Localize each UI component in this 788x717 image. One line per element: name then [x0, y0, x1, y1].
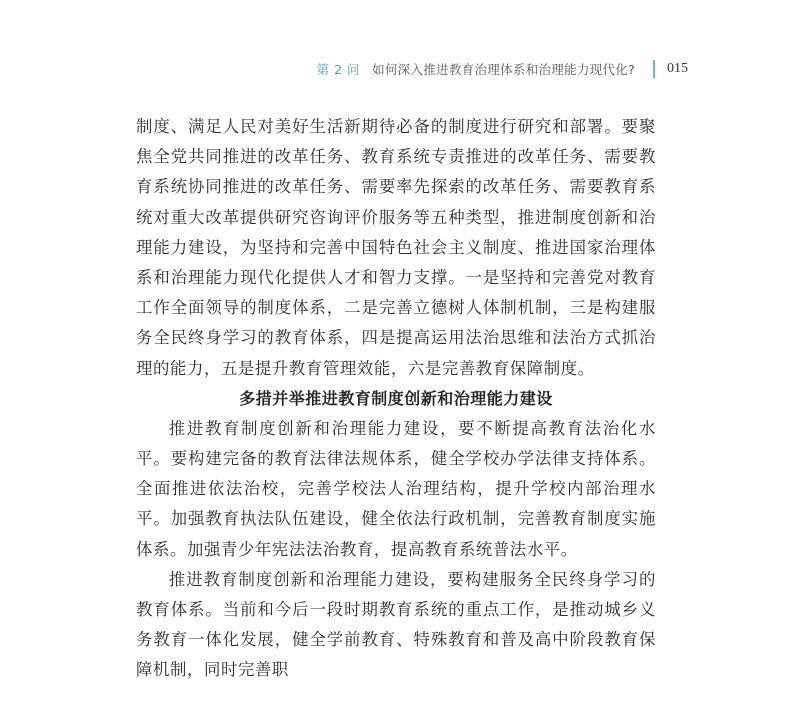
running-header [317, 58, 688, 80]
body-paragraph-1: 制度、满足人民对美好生活新期待必备的制度进行研究和部署。要聚焦全党共同推进的改革任务、教育系统专责推进的改革任务、需要教育系统协同推进的改革任务、需要率先探索的改革任务、需要教育系统对重大改革提供研究咨询评价服务等五种类型，推进制度创新和治理能力建设，为坚持和完善中国特色社会主义制度、推进国家治理体系和治理能力现代化提供人才和智力支撑。一是坚持和完善党对教育工作全面领导的制度体系，二是完善立德树人体制机制，三是构建服务全民终身学习的教育体系，四是提高运用法治思维和法治方式抓治理的能力，五是提升教育管理效能，六是完善教育保障制度。 [136, 117, 656, 378]
page-number: 015 [667, 61, 688, 76]
section-heading: 多措并举推进教育制度创新和治理能力建设 [239, 388, 553, 408]
chapter-title: 如何深入推进教育治理体系和治理能力现代化? [372, 62, 635, 77]
body-paragraph-2: 推进教育制度创新和治理能力建设，要不断提高教育法治化水平。要构建完备的教育法律法规体系，健全学校办学法律支持体系。全面推进依法治校，完善学校法人治理结构，提升学校内部治理水平。加强教育执法队伍建设，健全依法行政机制，完善教育制度实施体系。加强青少年宪法法治教育，提高教育系统普法水平。 [136, 418, 656, 559]
chapter-label: 第 2 问 [316, 62, 361, 77]
page-content [136, 112, 656, 686]
body-paragraph-3: 推进教育制度创新和治理能力建设，要构建服务全民终身学习的教育体系。当前和今后一段时期教育系统的重点工作，是推动城乡义务教育一体化发展，健全学前教育、特殊教育和普及高中阶段教育保障机制，同时完善职 [136, 569, 656, 680]
header-divider [653, 60, 655, 78]
